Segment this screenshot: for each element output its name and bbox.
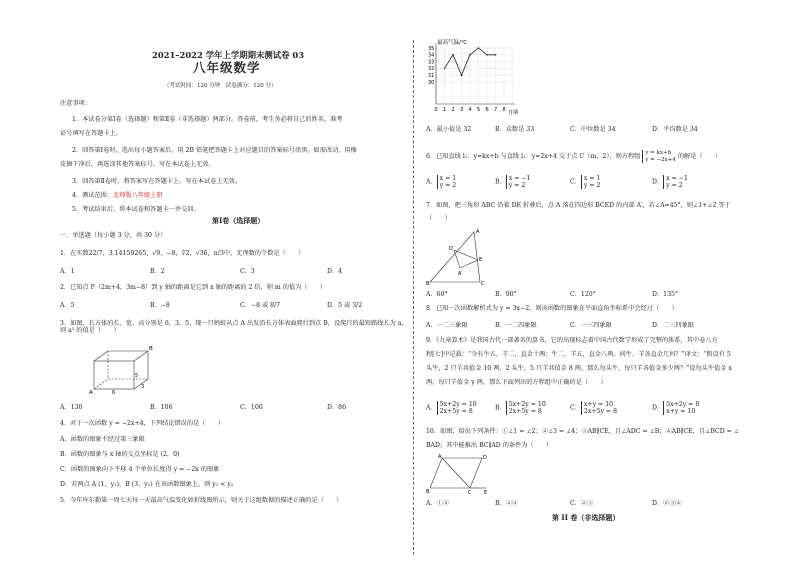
svg-text:B: B (426, 281, 430, 286)
cuboid-label-b: B (149, 346, 153, 352)
cuboid-label-length: 6 (112, 390, 116, 395)
q5-option-b[interactable]: B．众数是 33 (495, 126, 535, 133)
chart-x-tick: 4 (468, 107, 472, 113)
cuboid-figure (88, 345, 168, 395)
question-7-tail: （ ） (426, 215, 451, 222)
q8-option-b[interactable]: B．一二四象限 (495, 322, 537, 329)
exam-title: 2021–2022 学年上学期期末测试卷 03 (152, 50, 305, 60)
question-10: 10．如图，给出下列条件：①∠1 = ∠2；②∠3 = ∠4；③AB∥CE，且∠ADC = ∠B；④AB∥CE，且∠BCD = ∠ (426, 428, 740, 435)
q8-option-c[interactable]: C．一三四象限 (570, 322, 612, 329)
chart-xlabel: 日期 (508, 110, 519, 116)
q7-option-b[interactable]: B．90° (495, 291, 517, 298)
cuboid-label-a: A (89, 390, 93, 395)
q3-option-d[interactable]: D．86 (327, 404, 347, 411)
chart-y-tick: 31 (428, 73, 435, 79)
chart-grid (436, 48, 513, 104)
note-line: 1．本试卷分第Ⅰ卷（选择题）和第Ⅱ卷（非选择题）两部分。答卷前，考生务必将自己的姓名、准考 (72, 116, 343, 123)
part2-title: 第 II 卷（非选择题） (552, 513, 620, 522)
fold-line (413, 40, 414, 555)
chart-y-tick: 32 (428, 66, 435, 73)
test-scope: 北师版八年级上册 (113, 192, 163, 199)
q1-option-a[interactable]: A．1 (60, 268, 75, 275)
q2-option-d[interactable]: D．5 或 3/2 (327, 302, 363, 309)
q6-option-b[interactable]: B． x = −1 y = 2 (495, 175, 531, 189)
chart-x-tick: 3 (460, 107, 464, 113)
q7-option-d[interactable]: D．135° (652, 291, 679, 298)
q6-option-a[interactable]: A． x = 1 y = 2 (426, 175, 457, 189)
question-8: 8．已知一次函数解析式为 y = 3x−2，则该函数的图象在平面直角坐标系中会经过（ ） (426, 305, 678, 312)
q2-option-c[interactable]: C．−8 或 8/7 (240, 302, 281, 309)
svg-text:B: B (426, 489, 430, 494)
svg-text:D: D (449, 246, 453, 252)
q10-option-c[interactable]: C．②③ (570, 500, 594, 507)
question-4: 4．对于一次函数 y = −2x+4，下列结论错误的是（ ） (60, 420, 224, 427)
svg-text:A′: A′ (458, 271, 463, 277)
q8-option-a[interactable]: A．一二三象限 (426, 322, 468, 329)
question-10-tail: BAD；其中能推出 BC∥AD 的条件为（ ） (426, 442, 553, 449)
parallelogram-figure (426, 454, 488, 494)
q6-system: y = kx+b y = −2x+4 (642, 150, 676, 163)
exam-subject: 八年级数学 (193, 60, 261, 75)
chart-x-tick: 2 (451, 107, 455, 113)
temperature-chart (424, 38, 524, 120)
question-9-line: 头牛，2 只羊共值金 10 两，2 头牛，5 只羊共值金 8 两，那么每头牛，每只羊各值金多少两？”设每头牛值金 x (426, 365, 732, 372)
question-2: 2．已知点 P（2m+4，3m−8）到 y 轴的距离是它到 x 轴的距离的 2 倍，则 m 的值为（ ） (60, 284, 327, 291)
q4-option-a[interactable]: A．函数的图象不经过第三象限 (60, 436, 145, 443)
q7-option-c[interactable]: C．120° (570, 291, 596, 298)
q1-option-d[interactable]: D．4 (327, 268, 343, 275)
svg-text:E: E (484, 490, 488, 494)
chart-point (469, 54, 471, 56)
question-9: 9．《九章算术》是我国古代一部著名的算书，它的出现标志着中国古代数学形成了完整的体系，其中卷八方 (426, 337, 718, 344)
chart-x-tick: 0 (434, 107, 438, 113)
q6-option-c[interactable]: C． x = 1 y = 2 (570, 175, 601, 189)
q5-option-c[interactable]: C．中位数是 34 (570, 126, 616, 133)
cuboid-label-width: 3 (141, 384, 145, 390)
chart-point (495, 54, 497, 56)
svg-text:C: C (481, 281, 485, 286)
question-9-line: 两，每只羊值金 y 两，那么下面列出的方程组中正确的是（ ） (426, 379, 607, 386)
q4-option-c[interactable]: C．函数的图象向下平移 4 个单位长度得 y = −2x 的图象 (60, 466, 220, 473)
chart-axes (436, 44, 515, 104)
notes-heading: 注意事项： (60, 100, 91, 107)
chart-point (444, 68, 446, 70)
chart-y-tick: 30 (428, 79, 435, 86)
note-line: 3．回答第Ⅱ卷时，将答案写在答题卡上。写在本试卷上无效。 (72, 178, 242, 185)
chart-x-tick: 1 (443, 107, 447, 113)
q10-option-a[interactable]: A．①② (426, 500, 450, 507)
chart-y-tick: 34 (428, 52, 435, 59)
question-6: 6．已知直线 l₁：y=kx+b 与直线 l₂：y=2x+4 交于点 C（m，2），则方程组 y = kx+b y = −2x+4 的解是（ ） (426, 150, 722, 163)
cuboid-label-height: 5 (135, 373, 139, 379)
q1-option-b[interactable]: B．2 (150, 268, 165, 275)
chart-y-tick: 35 (428, 45, 435, 52)
q3-option-c[interactable]: C．100 (240, 404, 263, 411)
note-line: 2．回答第Ⅰ卷时，选出每小题答案后，用 2B 铅笔把答题卡上对应题目的答案标号涂黑。如需改动，用橡 (72, 147, 357, 154)
chart-point (486, 54, 488, 56)
chart-point (461, 74, 463, 76)
question-1: 1．在实数22/7，3.14159265，√9，−8，∛2，√36，π/3中，无理数的个数是（ ） (60, 250, 305, 257)
chart-x-tick: 7 (494, 107, 498, 113)
q3-option-b[interactable]: B．106 (150, 404, 173, 411)
triangle-fold-figure (426, 228, 490, 286)
q5-option-a[interactable]: A．最小值是 32 (426, 126, 472, 133)
q5-option-d[interactable]: D．平均数是 34 (652, 126, 698, 133)
q9-option-d[interactable]: D． 5x+2y = 8 x+y = 10 (652, 401, 700, 415)
part1-title: 第Ⅰ卷（选择题） (212, 216, 265, 225)
q2-option-b[interactable]: B．−8 (150, 302, 170, 309)
q7-option-a[interactable]: A．60° (426, 291, 448, 298)
note-line: 皮擦干净后，再选涂其他答案标号。写在本试卷上无效。 (60, 161, 215, 168)
question-3: 3．如图，长方体的长、宽、高分别是 6，3，5，现一只蚂蚁从点 A 出发沿长方体表面爬行到点 B，设爬行的最短路线长为 a，则 a² 的值是（ ） (60, 320, 408, 334)
svg-text:D: D (483, 455, 487, 461)
q6-option-d[interactable]: D． x = −1 y = 2 (652, 175, 688, 189)
q1-option-c[interactable]: C．3 (240, 268, 255, 275)
exam-info: （考试时间：120 分钟 试卷满分：120 分） (164, 83, 277, 89)
question-7: 7．如图，把三角形 ABC 沿着 DE 折叠后，点 A 落在四边形 BCED 的内部 A′，若∠A=45°，则∠1+∠2 等于 (426, 202, 731, 209)
q3-option-a[interactable]: A．130 (60, 404, 83, 411)
svg-text:A: A (476, 229, 480, 235)
q9-option-b[interactable]: B． 5x+2y = 10 2x+5y = 8 (495, 401, 546, 415)
svg-text:C: C (468, 490, 472, 494)
section-title: 一、单选题（每小题 3 分，共 30 分） (60, 232, 167, 239)
chart-x-tick: 5 (477, 107, 481, 113)
chart-point (452, 54, 454, 56)
question-9-line: 程[七]中记载：“今有牛五，羊二，直金十两；牛二，羊五，直金八两。问牛、羊各直金几何？”译文：“假设有 5 (426, 351, 731, 358)
chart-title: 最高气温/℃ (437, 40, 468, 46)
chart-point (478, 47, 480, 49)
note-line: 4．测试范围：北师版八年级上册 (72, 192, 163, 199)
q2-option-a[interactable]: A．5 (60, 302, 75, 309)
note-line: 5．考试结束后，将本试卷和答题卡一并交回。 (72, 206, 200, 213)
q9-option-c[interactable]: C． x+y = 10 2x+5y = 8 (570, 401, 618, 415)
svg-text:A: A (438, 454, 442, 460)
note-line: 证号填写在答题卡上。 (60, 130, 122, 137)
q4-option-b[interactable]: B．函数的图象与 x 轴的交点坐标是 (2，0) (60, 451, 180, 458)
q10-option-d[interactable]: D．②③④ (652, 500, 682, 507)
q9-option-a[interactable]: A． 5x+2y = 10 2x+5y = 8 (426, 401, 477, 415)
q8-option-d[interactable]: D．二三四象限 (652, 322, 695, 329)
chart-x-tick: 8 (502, 107, 506, 113)
chart-y-tick: 33 (428, 59, 435, 66)
q4-option-d[interactable]: D．若两点 A (1，y₁)，B (3，y₂) 在该函数图象上，则 y₁ < y₂ (60, 481, 234, 488)
chart-x-tick: 6 (485, 107, 489, 113)
question-5: 5．今年库尔勒第一周七天每一天最高气温变化如折线图所示，则关于这组数据的描述正确的是（ ） (60, 497, 343, 504)
svg-text:E: E (479, 257, 483, 263)
q10-option-b[interactable]: B．②④ (495, 500, 519, 507)
